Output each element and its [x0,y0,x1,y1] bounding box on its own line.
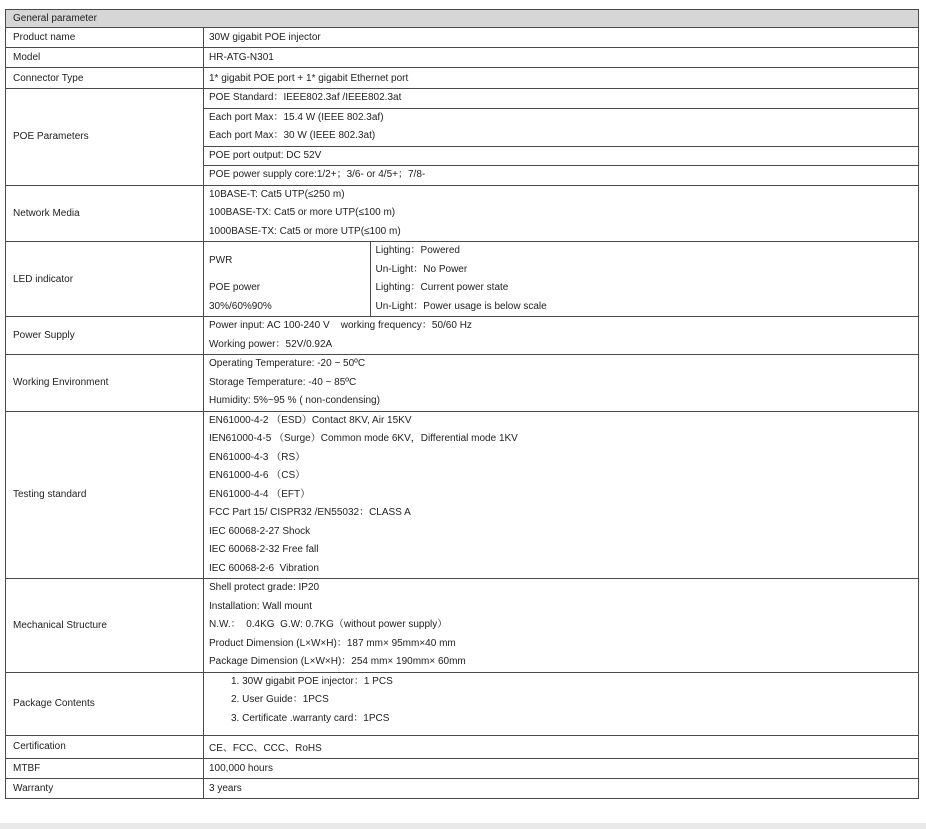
led-poe-on: Lighting：Current power state [375,282,509,293]
led-poe-name-2: 30%/60%90% [209,300,272,312]
led-desc-pwr [370,242,918,279]
table-row [6,28,919,48]
table-row [6,735,919,758]
row-value-power [204,317,919,355]
network-line: 1000BASE-TX: Cat5 or more UTP(≤100 m) [209,225,401,237]
row-label-warranty: Warranty [6,778,204,798]
row-value-product-name: 30W gigabit POE injector [204,28,919,48]
mech-line: Package Dimension (L×W×H)：254 mm× 190mm× 60mm [209,656,466,667]
table-header-row [6,10,919,28]
testing-line: IEC 60068-2-27 Shock [209,525,311,537]
row-value-cert: CE、FCC、CCC、RoHS [204,735,919,758]
row-label-product-name: Product name [6,28,204,48]
testing-line: EN61000-4-6 （CS） [209,470,306,481]
row-value-package [204,672,919,735]
row-value-mtbf: 100,000 hours [204,758,919,778]
table-row [6,242,919,317]
led-name-pwr: PWR [204,242,370,279]
led-row-pwr [204,242,918,279]
row-label-mtbf: MTBF [6,758,204,778]
led-name-poe [204,279,370,316]
led-row-poe [204,279,918,316]
env-line: Storage Temperature: -40 ~ 85ºC [209,376,357,388]
poe-standard: POE Standard：IEEE802.3af /IEEE802.3at [209,92,402,103]
spec-table [5,9,919,799]
testing-line: EN61000-4-2 （ESD）Contact 8KV, Air 15KV [209,414,412,426]
led-desc-poe [370,279,918,316]
poe-max-at: Each port Max：30 W (IEEE 802.3at) [209,130,376,141]
poe-output: POE port output: DC 52V [204,146,918,166]
poe-core: POE power supply core:1/2+；3/6- or 4/5+；7/8- [204,165,918,185]
row-label-poe: POE Parameters [6,89,204,186]
power-working: Working power：52V/0.92A [209,338,333,350]
power-input: Power input: AC 100-240 V working frequency：50/60 Hz [209,320,472,331]
poe-max-af: Each port Max：15.4 W (IEEE 802.3af) [209,111,384,123]
testing-line: FCC Part 15/ CISPR32 /EN55032：CLASS A [209,507,411,518]
row-value-testing [204,411,919,579]
row-label-led: LED indicator [6,242,204,317]
row-label-model: Model [6,48,204,68]
row-value-model: HR-ATG-N301 [204,48,919,68]
table-row [6,672,919,735]
table-row [6,89,919,186]
table-row [6,355,919,412]
testing-line: EN61000-4-3 （RS） [209,451,306,463]
row-label-power: Power Supply [6,317,204,355]
mech-line: Product Dimension (L×W×H)：187 mm× 95mm×40 mm [209,637,456,649]
table-row [6,579,919,673]
package-line: 2. User Guide：1PCS [231,694,329,705]
env-line: Operating Temperature: -20 ~ 50ºC [209,358,366,369]
bottom-band [0,823,926,829]
row-value-network [204,185,919,242]
mech-line: Installation: Wall mount [209,600,313,612]
table-row [6,68,919,89]
row-label-network: Network Media [6,185,204,242]
row-label-env: Working Environment [6,355,204,412]
section-header: General parameter [6,10,919,28]
row-label-connector: Connector Type [6,68,204,89]
testing-line: IEC 60068-2-32 Free fall [209,544,319,555]
network-line: 10BASE-T: Cat5 UTP(≤250 m) [209,188,345,200]
network-line: 100BASE-TX: Cat5 or more UTP(≤100 m) [209,207,396,218]
row-value-mech [204,579,919,673]
package-line: 1. 30W gigabit POE injector：1 PCS [231,675,393,687]
row-label-cert: Certification [6,735,204,758]
led-pwr-on: Lighting：Powered [375,245,460,256]
mech-line: Shell protect grade: IP20 [209,582,320,593]
row-label-testing: Testing standard [6,411,204,579]
led-pwr-off: Un-Light：No Power [375,263,468,275]
row-value-warranty: 3 years [204,778,919,798]
table-row [6,778,919,798]
led-subtable [204,242,918,316]
row-label-mech: Mechanical Structure [6,579,204,673]
env-line: Humidity: 5%~95 % ( non-condensing) [209,395,380,406]
table-row [6,758,919,778]
row-value-led [204,242,919,317]
poe-max-group [204,108,918,146]
mech-line: N.W.： 0.4KG G.W: 0.7KG（without power supply） [209,619,448,630]
table-row [6,48,919,68]
row-value-connector: 1* gigabit POE port + 1* gigabit Ethernet port [204,68,919,89]
table-row [6,411,919,579]
row-value-env [204,355,919,412]
table-row [6,317,919,355]
package-line: 3. Certificate .warranty card：1PCS [231,712,390,724]
testing-line: EN61000-4-4 （EFT） [209,488,311,500]
testing-line: IEC 60068-2-6 Vibration [209,562,319,574]
row-value-poe [204,89,919,186]
row-label-package: Package Contents [6,672,204,735]
led-poe-name-1: POE power [209,282,261,293]
led-poe-off: Un-Light：Power usage is below scale [375,300,547,312]
testing-line: IEN61000-4-5 （Surge）Common mode 6KV，Differential mode 1KV [209,433,518,444]
table-row [6,185,919,242]
